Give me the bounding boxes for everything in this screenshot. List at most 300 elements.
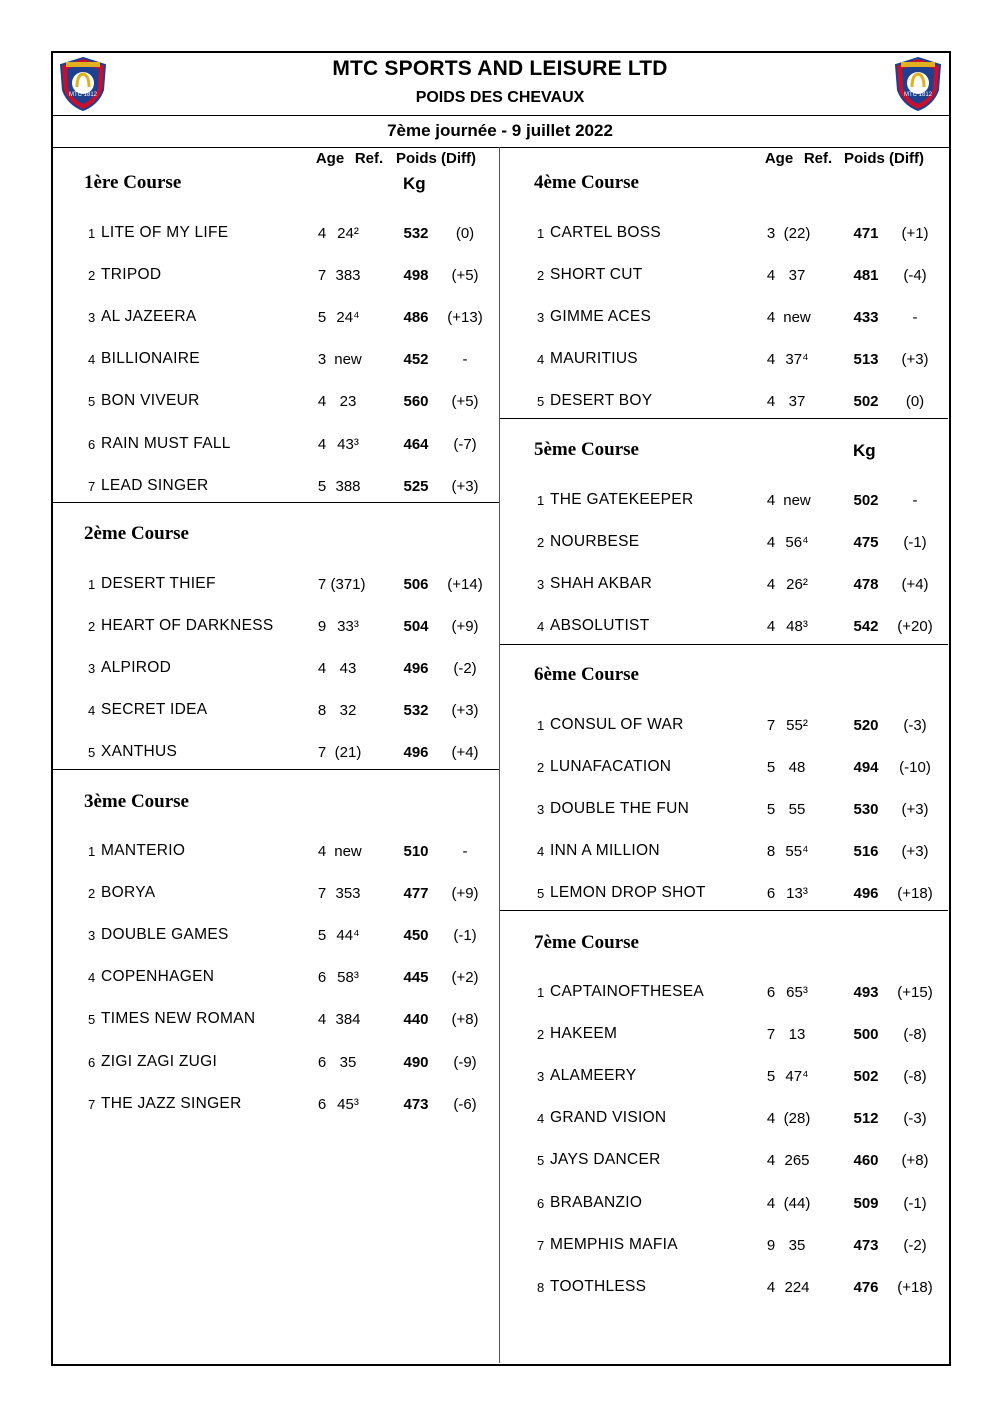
horse-name: TIMES NEW ROMAN [101,1010,256,1027]
horse-name: THE JAZZ SINGER [101,1095,242,1112]
runner-number: 8 [537,1280,545,1295]
runner-number: 4 [537,1111,545,1126]
race-day-date: 7ème journée - 9 juillet 2022 [387,121,613,140]
horse-name: DOUBLE THE FUN [550,800,690,817]
horse-rating: new [783,492,811,509]
horse-rating: 384 [335,1011,361,1028]
weight-diff: (+3) [901,801,929,818]
horse-weight: 532 [403,702,429,719]
horse-weight: 502 [853,393,879,410]
runner-row [88,701,490,721]
runner-number: 5 [88,1012,96,1027]
runner-number: 2 [537,760,545,775]
horse-age: 3 [317,351,327,368]
runner-row [537,1194,940,1214]
race-title: 7ème Course [534,932,639,953]
horse-age: 4 [766,1195,776,1212]
horse-age: 4 [766,393,776,410]
runner-number: 4 [88,970,96,985]
horse-name: GIMME ACES [550,308,652,325]
horse-weight: 496 [403,744,429,761]
weight-diff: (-7) [453,436,477,453]
horse-weight: 500 [853,1026,879,1043]
horse-name: BRABANZIO [550,1194,643,1211]
runner-row [88,1010,490,1030]
horse-rating: 48³ [786,618,808,635]
horse-weight: 510 [403,843,429,860]
runner-row [537,350,940,370]
horse-weight: 478 [853,576,879,593]
horse-rating: 383 [335,267,361,284]
horse-rating: 56⁴ [785,534,809,551]
horse-weight: 512 [853,1110,879,1127]
race-title: 2ème Course [84,523,189,544]
horse-rating: 55² [786,717,808,734]
horse-weight: 532 [403,225,429,242]
runner-number: 1 [537,985,545,1000]
header-poids: Poids (Diff) [844,150,924,167]
runner-number: 1 [88,844,96,859]
race-title: 1ère Course [84,172,182,193]
horse-name: JAYS DANCER [550,1151,661,1168]
runner-row [537,1278,940,1298]
weight-diff: (0) [905,393,925,410]
runner-row [537,575,940,595]
runner-row [537,1236,940,1256]
horse-age: 4 [766,618,776,635]
runner-number: 7 [88,479,96,494]
runner-row [537,308,940,328]
weight-diff: (-10) [899,759,931,776]
horse-age: 5 [317,478,327,495]
weight-diff: (+13) [447,309,483,326]
horse-name: INN A MILLION [550,842,660,859]
horse-weight: 525 [403,478,429,495]
horse-name: DESERT BOY [550,392,653,409]
horse-rating: 58³ [337,969,359,986]
svg-text:MTC 1812: MTC 1812 [68,92,98,98]
horse-age: 4 [766,351,776,368]
race-title: 6ème Course [534,664,639,685]
weight-diff: (+3) [451,702,479,719]
horse-name: TRIPOD [101,266,162,283]
horse-name: RAIN MUST FALL [101,435,231,452]
horse-age: 5 [317,927,327,944]
runner-row [537,983,940,1003]
horse-name: CARTEL BOSS [550,224,661,241]
horse-rating: 37 [788,267,806,284]
weight-diff: - [912,492,918,509]
runner-row [88,1053,490,1073]
horse-weight: 490 [403,1054,429,1071]
horse-weight: 520 [853,717,879,734]
weight-diff: (+4) [451,744,479,761]
horse-weight: 530 [853,801,879,818]
weight-diff: (+2) [451,969,479,986]
runner-number: 3 [88,310,96,325]
horse-weight: 560 [403,393,429,410]
runner-number: 7 [88,1097,96,1112]
weight-diff: (-8) [903,1026,927,1043]
runner-number: 3 [88,661,96,676]
horse-age: 7 [317,267,327,284]
horse-weight: 498 [403,267,429,284]
header-poids: Poids (Diff) [396,150,476,167]
horse-rating: 265 [784,1152,810,1169]
horse-rating: 37⁴ [785,351,809,368]
runner-row [88,575,490,595]
horse-rating: 24² [337,225,359,242]
horse-name: BILLIONAIRE [101,350,200,367]
horse-weight: 493 [853,984,879,1001]
horse-name: MAURITIUS [550,350,638,367]
header-kg: Kg [403,174,426,193]
runner-number: 1 [537,226,545,241]
horse-weight: 450 [403,927,429,944]
horse-age: 6 [766,984,776,1001]
horse-age: 4 [766,534,776,551]
horse-name: XANTHUS [101,743,178,760]
weight-diff: (-9) [453,1054,477,1071]
runner-number: 6 [88,437,96,452]
horse-age: 4 [766,492,776,509]
runner-number: 4 [537,352,545,367]
horse-age: 4 [766,309,776,326]
runner-number: 5 [537,1153,545,1168]
horse-age: 4 [766,267,776,284]
weight-diff: (+8) [451,1011,479,1028]
horse-rating: 388 [335,478,361,495]
horse-age: 9 [317,618,327,635]
horse-weight: 481 [853,267,879,284]
runner-row [88,659,490,679]
runner-row [88,968,490,988]
horse-age: 4 [317,436,327,453]
horse-rating: 44⁴ [336,927,360,944]
weight-diff: (+8) [901,1152,929,1169]
runner-row [537,800,940,820]
horse-age: 4 [317,393,327,410]
runner-number: 1 [537,493,545,508]
weight-diff: (-3) [903,717,927,734]
horse-name: ZIGI ZAGI ZUGI [101,1053,218,1070]
section-divider [500,418,948,419]
horse-name: DESERT THIEF [101,575,216,592]
horse-weight: 473 [403,1096,429,1113]
runner-row [537,224,940,244]
horse-weight: 445 [403,969,429,986]
svg-text:MTC 1812: MTC 1812 [903,92,933,98]
horse-weight: 486 [403,309,429,326]
runner-row [88,266,490,286]
horse-age: 4 [766,1110,776,1127]
weight-diff: (-2) [453,660,477,677]
horse-rating: new [783,309,811,326]
runner-row [88,392,490,412]
horse-weight: 509 [853,1195,879,1212]
runner-row [537,1109,940,1129]
section-divider [52,502,499,503]
divider [51,147,949,148]
runner-row [537,617,940,637]
runner-number: 3 [537,1069,545,1084]
horse-rating: 24⁴ [336,309,360,326]
horse-rating: (28) [783,1110,811,1127]
horse-age: 4 [766,1152,776,1169]
horse-age: 4 [317,843,327,860]
weight-diff: (+15) [897,984,933,1001]
horse-weight: 471 [853,225,879,242]
runner-row [537,266,940,286]
horse-rating: 37 [788,393,806,410]
horse-name: ALPIROD [101,659,172,676]
company-title: MTC SPORTS AND LEISURE LTD [332,57,668,80]
weight-diff: (-4) [903,267,927,284]
horse-age: 7 [317,885,327,902]
runner-number: 4 [537,844,545,859]
runner-row [88,308,490,328]
runner-row [88,842,490,862]
runner-number: 5 [537,886,545,901]
horse-age: 3 [766,225,776,242]
weight-diff: (-8) [903,1068,927,1085]
weight-diff: - [462,351,468,368]
weight-diff: (-6) [453,1096,477,1113]
horse-weight: 502 [853,492,879,509]
horse-age: 4 [317,225,327,242]
horse-weight: 433 [853,309,879,326]
horse-name: HAKEEM [550,1025,618,1042]
document-subtitle: POIDS DES CHEVAUX [415,89,585,106]
horse-rating: (21) [334,744,362,761]
runner-number: 1 [537,718,545,733]
horse-age: 5 [766,1068,776,1085]
horse-rating: 23 [339,393,357,410]
horse-rating: 47⁴ [785,1068,809,1085]
runner-row [88,477,490,497]
horse-age: 7 [317,576,327,593]
runner-row [537,1025,940,1045]
horse-age: 4 [766,1279,776,1296]
runner-row [537,392,940,412]
runner-row [537,1067,940,1087]
horse-rating: 43³ [337,436,359,453]
horse-age: 6 [317,1096,327,1113]
runner-number: 5 [88,745,96,760]
horse-rating: 43 [339,660,357,677]
header-kg: Kg [853,441,876,460]
horse-name: GRAND VISION [550,1109,667,1126]
runner-number: 5 [88,394,96,409]
weight-diff: (+3) [901,351,929,368]
runner-row [537,491,940,511]
horse-rating: 55⁴ [785,843,809,860]
horse-name: COPENHAGEN [101,968,215,985]
horse-age: 4 [766,576,776,593]
horse-name: LUNAFACATION [550,758,672,775]
section-divider [500,910,948,911]
runner-number: 2 [88,268,96,283]
race-title: 4ème Course [534,172,639,193]
divider [51,115,949,116]
horse-age: 5 [766,759,776,776]
header-age: Age [764,150,794,167]
horse-name: MEMPHIS MAFIA [550,1236,678,1253]
horse-rating: 35 [788,1237,806,1254]
horse-weight: 476 [853,1279,879,1296]
weight-diff: (+14) [447,576,483,593]
horse-name: LEAD SINGER [101,477,209,494]
weight-diff: (+18) [897,1279,933,1296]
runner-number: 1 [88,226,96,241]
horse-name: SHAH AKBAR [550,575,653,592]
horse-rating: (44) [783,1195,811,1212]
horse-age: 9 [766,1237,776,1254]
horse-name: CAPTAINOFTHESEA [550,983,705,1000]
horse-age: 8 [317,702,327,719]
horse-weight: 504 [403,618,429,635]
horse-name: TOOTHLESS [550,1278,647,1295]
horse-age: 7 [766,717,776,734]
runner-row [88,617,490,637]
weight-diff: (-1) [903,1195,927,1212]
horse-age: 5 [766,801,776,818]
runner-number: 4 [537,619,545,634]
horse-rating: 35 [339,1054,357,1071]
horse-name: AL JAZEERA [101,308,197,325]
section-divider [500,644,948,645]
horse-age: 6 [766,885,776,902]
horse-rating: new [334,843,362,860]
horse-rating: 45³ [337,1096,359,1113]
weight-diff: (+1) [901,225,929,242]
horse-age: 4 [317,660,327,677]
header-age: Age [315,150,345,167]
header-ref: Ref. [803,150,833,167]
horse-weight: 494 [853,759,879,776]
horse-weight: 452 [403,351,429,368]
horse-name: SHORT CUT [550,266,643,283]
horse-rating: 55 [788,801,806,818]
horse-name: LITE OF MY LIFE [101,224,229,241]
runner-number: 2 [88,619,96,634]
weight-diff: (+4) [901,576,929,593]
header-ref: Ref. [354,150,384,167]
horse-rating: 48 [788,759,806,776]
horse-name: DOUBLE GAMES [101,926,229,943]
horse-name: THE GATEKEEPER [550,491,694,508]
horse-name: LEMON DROP SHOT [550,884,706,901]
horse-weight: 460 [853,1152,879,1169]
horse-name: ABSOLUTIST [550,617,650,634]
runner-row [88,884,490,904]
runner-number: 1 [88,577,96,592]
horse-weight: 440 [403,1011,429,1028]
horse-weight: 513 [853,351,879,368]
runner-number: 4 [88,703,96,718]
runner-row [537,884,940,904]
horse-name: MANTERIO [101,842,186,859]
weight-diff: (-3) [903,1110,927,1127]
horse-rating: 13³ [786,885,808,902]
horse-weight: 516 [853,843,879,860]
weight-diff: (+9) [451,885,479,902]
weight-diff: (-2) [903,1237,927,1254]
runner-number: 3 [537,310,545,325]
weight-diff: (-1) [453,927,477,944]
horse-weight: 477 [403,885,429,902]
runner-row [88,926,490,946]
runner-row [88,1095,490,1115]
weight-diff: - [912,309,918,326]
runner-row [88,743,490,763]
horse-name: HEART OF DARKNESS [101,617,274,634]
horse-rating: 13 [788,1026,806,1043]
runner-row [88,435,490,455]
horse-weight: 502 [853,1068,879,1085]
runner-number: 2 [537,1027,545,1042]
runner-number: 3 [88,928,96,943]
weight-diff: (+18) [897,885,933,902]
horse-weight: 475 [853,534,879,551]
horse-weight: 496 [403,660,429,677]
horse-age: 8 [766,843,776,860]
weight-diff: (-1) [903,534,927,551]
weight-diff: (+3) [901,843,929,860]
race-title: 5ème Course [534,439,639,460]
runner-number: 2 [537,535,545,550]
horse-rating: (22) [783,225,811,242]
runner-row [88,224,490,244]
runner-row [537,716,940,736]
column-divider [499,147,500,1363]
weight-diff: (+5) [451,267,479,284]
runner-row [537,1151,940,1171]
horse-name: NOURBESE [550,533,640,550]
runner-number: 3 [537,802,545,817]
horse-age: 5 [317,309,327,326]
horse-weight: 473 [853,1237,879,1254]
horse-weight: 496 [853,885,879,902]
horse-rating: 224 [784,1279,810,1296]
section-divider [52,769,499,770]
horse-rating: 353 [335,885,361,902]
weight-diff: - [462,843,468,860]
runner-number: 2 [537,268,545,283]
horse-name: ALAMEERY [550,1067,637,1084]
runner-number: 3 [537,577,545,592]
runner-number: 4 [88,352,96,367]
runner-row [88,350,490,370]
runner-number: 5 [537,394,545,409]
horse-age: 7 [317,744,327,761]
runner-row [537,533,940,553]
weight-diff: (+3) [451,478,479,495]
horse-name: BON VIVEUR [101,392,200,409]
horse-name: BORYA [101,884,156,901]
horse-name: SECRET IDEA [101,701,208,718]
runner-number: 6 [537,1196,545,1211]
race-title: 3ème Course [84,791,189,812]
horse-age: 6 [317,969,327,986]
horse-age: 4 [317,1011,327,1028]
runner-number: 7 [537,1238,545,1253]
horse-rating: 33³ [337,618,359,635]
runner-number: 2 [88,886,96,901]
horse-weight: 506 [403,576,429,593]
runner-row [537,758,940,778]
horse-rating: 26² [786,576,808,593]
